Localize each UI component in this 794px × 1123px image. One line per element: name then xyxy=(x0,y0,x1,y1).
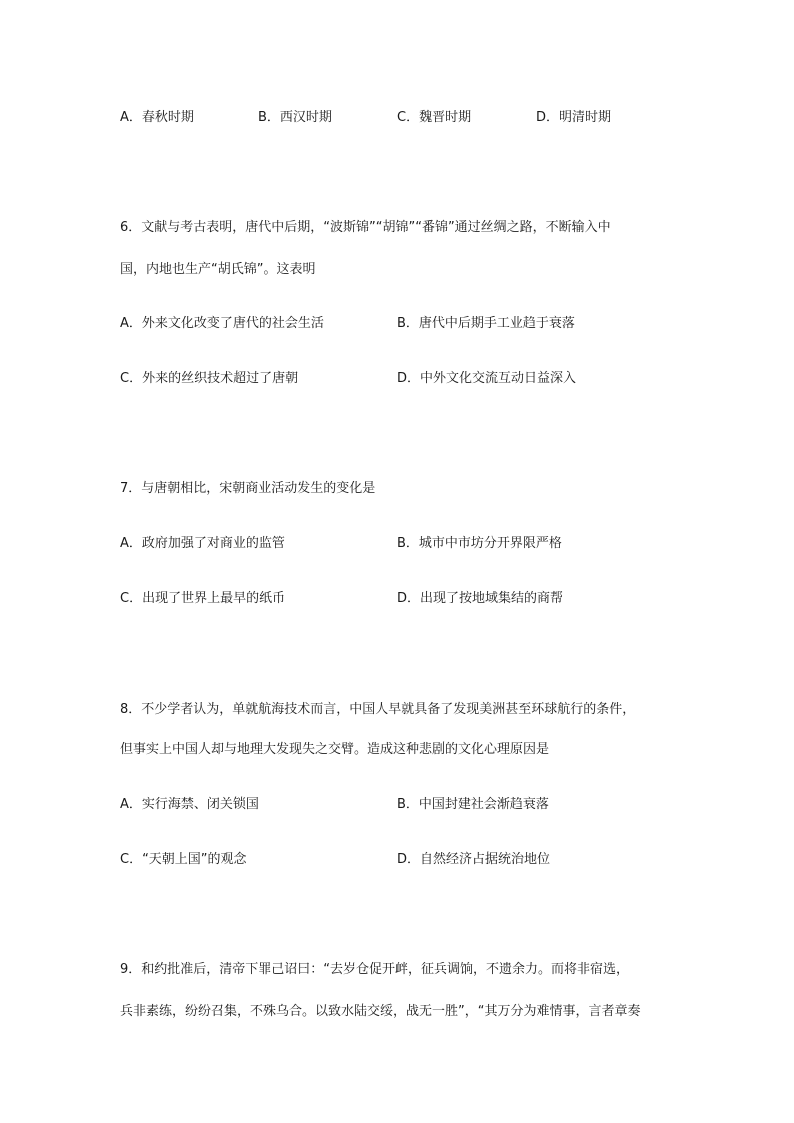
q5-option-d: D．明清时期 xyxy=(536,110,612,125)
q7-option-b: B．城市中市坊分开界限严格 xyxy=(397,536,562,551)
q8-option-b: B．中国封建社会渐趋衰落 xyxy=(397,797,549,812)
q7-option-d: D．出现了按地域集结的商帮 xyxy=(397,591,564,606)
q8-option-d: D．自然经济占据统治地位 xyxy=(397,852,551,867)
q5-option-c: C．魏晋时期 xyxy=(397,110,472,125)
q5-option-a: A．春秋时期 xyxy=(120,110,194,125)
q7-stem-line1: 7．与唐朝相比，宋朝商业活动发生的变化是 xyxy=(120,481,376,496)
q8-stem-line1: 8．不少学者认为，单就航海技术而言，中国人早就具备了发现美洲甚至环球航行的条件， xyxy=(120,702,636,717)
q5-option-b: B．西汉时期 xyxy=(258,110,332,125)
q7-option-c: C．出现了世界上最早的纸币 xyxy=(120,591,286,606)
q6-stem-line2: 国，内地也生产“胡氏锦”。这表明 xyxy=(120,262,316,277)
q9-stem-line2: 兵非素练，纷纷召集，不殊乌合。以致水陆交绥，战无一胜”，“其万分为难情事，言者章奏 xyxy=(120,1004,641,1019)
q8-stem-line2: 但事实上中国人却与地理大发现失之交臂。造成这种悲剧的文化心理原因是 xyxy=(120,742,550,757)
q6-option-b: B．唐代中后期手工业趋于衰落 xyxy=(397,316,575,331)
q6-option-c: C．外来的丝织技术超过了唐朝 xyxy=(120,371,299,386)
q6-option-a: A．外来文化改变了唐代的社会生活 xyxy=(120,316,324,331)
q9-stem-line1: 9．和约批准后，清帝下罪己诏曰：“去岁仓促开衅，征兵调饷，不遗余力。而将非宿选， xyxy=(120,962,630,977)
q7-option-a: A．政府加强了对商业的监管 xyxy=(120,536,285,551)
q6-stem-line1: 6．文献与考古表明，唐代中后期，“波斯锦”“胡锦”“番锦”通过丝绸之路，不断输入中 xyxy=(120,220,611,235)
q8-option-c: C．“天朝上国”的观念 xyxy=(120,852,247,867)
q6-option-d: D．中外文化交流互动日益深入 xyxy=(397,371,577,386)
q8-option-a: A．实行海禁、闭关锁国 xyxy=(120,797,259,812)
